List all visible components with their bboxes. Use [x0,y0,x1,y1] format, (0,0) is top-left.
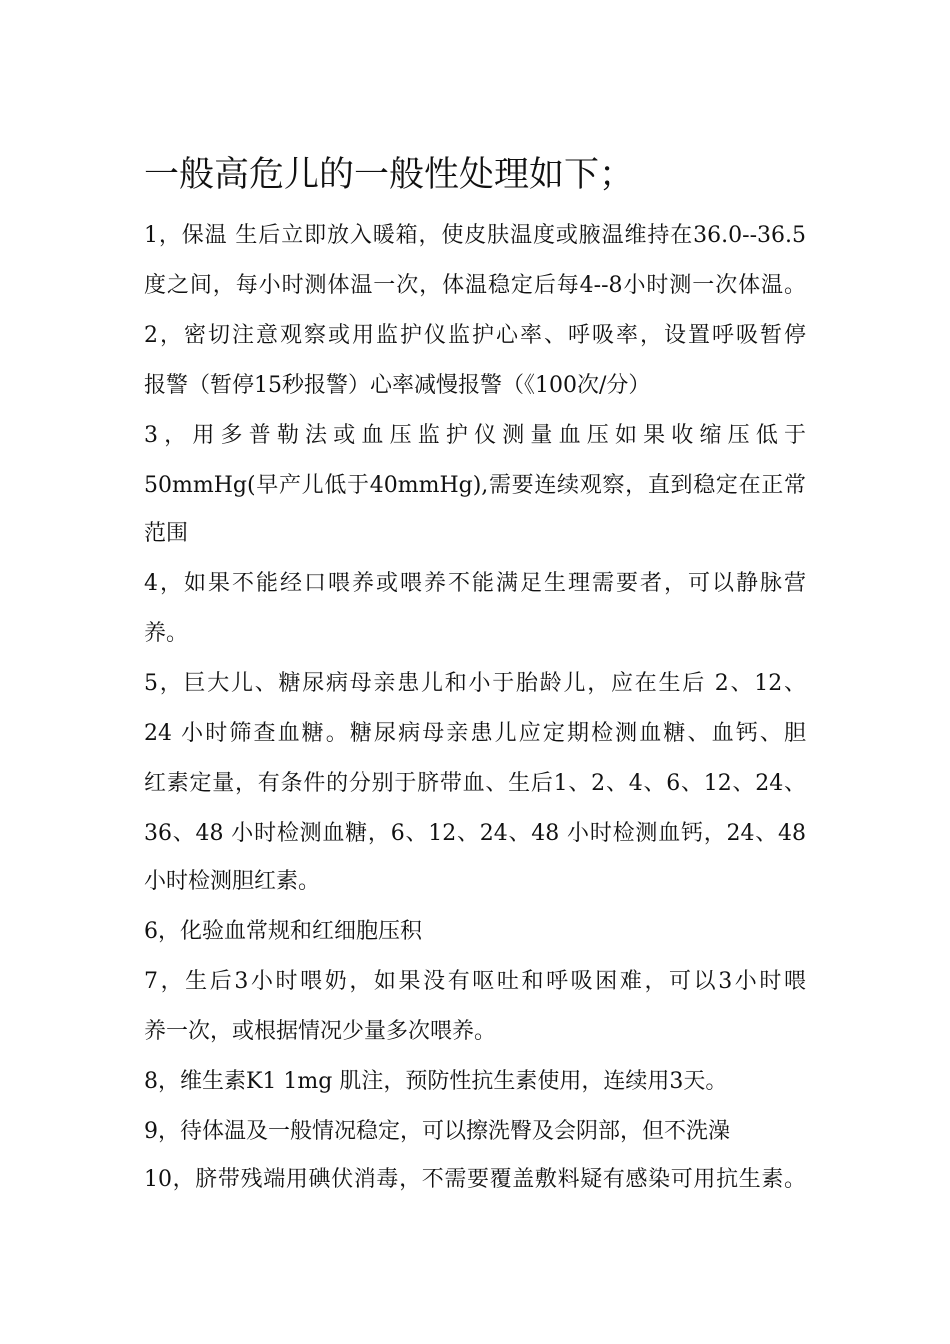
text-line-8: 4，如果不能经口喂养或喂养不能满足生理需要者，可以静脉营 [144,571,806,596]
text-line-12: 红素定量，有条件的分别于脐带血、生后1、2、4、6、12、24、 [144,771,806,796]
text-line-9: 养。 [144,621,189,646]
text-line-15: 6，化验血常规和红细胞压积 [144,919,422,944]
text-line-7: 范围 [144,521,189,546]
text-line-1: 1，保温 生后立即放入暖箱，使皮肤温度或腋温维持在36.0--36.5 [144,223,806,248]
text-line-11: 24 小时筛查血糖。糖尿病母亲患儿应定期检测血糖、血钙、胆 [144,721,806,746]
text-line-3: 2，密切注意观察或用监护仪监护心率、呼吸率，设置呼吸暂停 [144,323,806,348]
text-line-2: 度之间，每小时测体温一次，体温稳定后每4--8小时测一次体温。 [144,273,806,298]
text-line-13: 36、48 小时检测血糖，6、12、24、48 小时检测血钙，24、48 [144,821,806,846]
text-line-5: 3，用多普勒法或血压监护仪测量血压如果收缩压低于 [144,423,806,448]
text-line-16: 7，生后3小时喂奶，如果没有呕吐和呼吸困难，可以3小时喂 [144,969,806,994]
text-line-4: 报警（暂停15秒报警）心率减慢报警（《100次/分） [144,373,651,398]
text-line-14: 小时检测胆红素。 [144,869,321,894]
text-line-20: 10，脐带残端用碘伏消毒，不需要覆盖敷料疑有感染可用抗生素。 [144,1167,806,1192]
text-line-10: 5，巨大儿、糖尿病母亲患儿和小于胎龄儿，应在生后 2、12、 [144,671,806,696]
document-title: 一般高危儿的一般性处理如下； [144,155,635,195]
text-line-18: 8，维生素K1 1mg 肌注，预防性抗生素使用，连续用3天。 [144,1069,728,1094]
text-line-17: 养一次，或根据情况少量多次喂养。 [144,1019,497,1044]
text-line-19: 9，待体温及一般情况稳定，可以擦洗臀及会阴部，但不洗澡 [144,1119,730,1144]
text-line-6: 50mmHg(早产儿低于40mmHg),需要连续观察，直到稳定在正常 [144,473,806,498]
